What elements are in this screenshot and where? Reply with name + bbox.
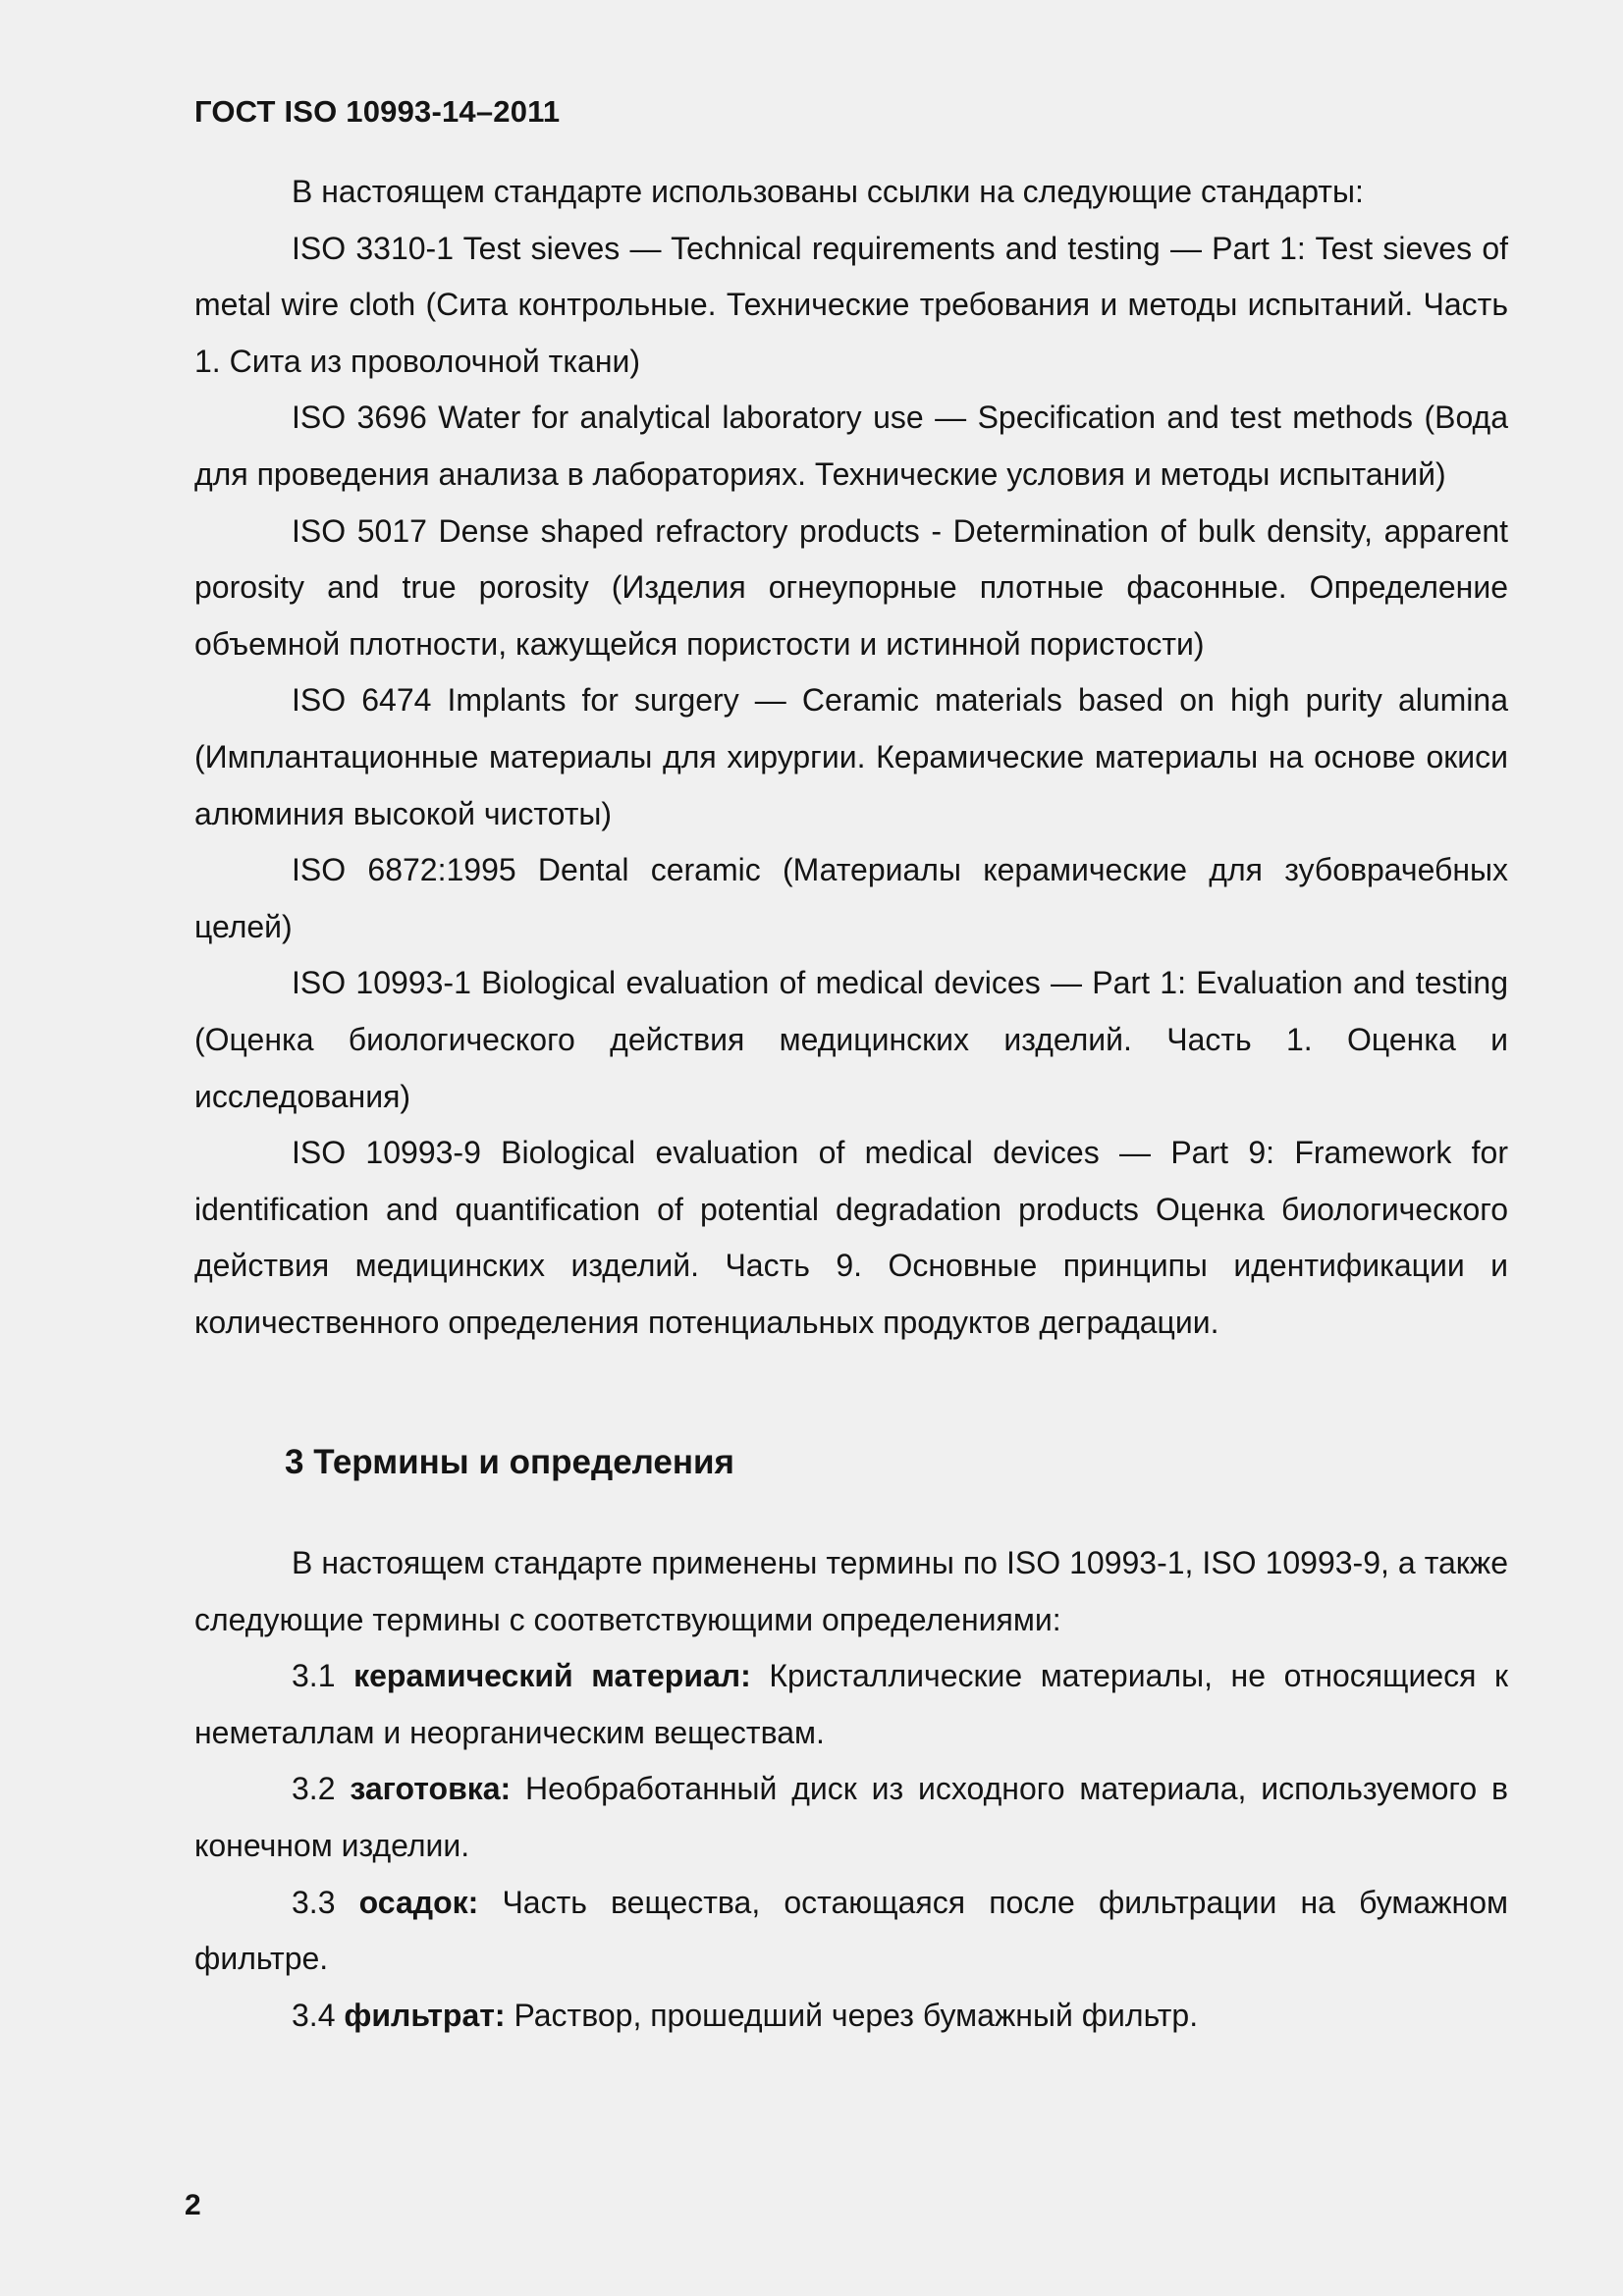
- term-name: керамический материал:: [353, 1658, 751, 1694]
- normative-references: [194, 164, 1508, 1351]
- reference-item: ISO 10993-1 Biological evaluation of medical devices — Part 1: Evaluation and testing (Оценка биологического действия медицинских изделий. Часть 1. Оценка и исследования): [194, 965, 1508, 1114]
- term-definition: Кристаллические материалы, не относящиеся к неметаллам и неорганическим веществам.: [194, 1658, 1509, 1750]
- term-entry: [194, 1648, 1508, 1761]
- term-number: 3.3: [292, 1884, 336, 1920]
- term-definition: Раствор, прошедший через бумажный фильтр.: [514, 1997, 1199, 2033]
- section-heading: 3 Термины и определения: [285, 1443, 734, 1481]
- term-number: 3.2: [292, 1771, 336, 1807]
- term-entry: [194, 1761, 1508, 1874]
- term-name: осадок:: [358, 1884, 479, 1920]
- term-number: 3.1: [292, 1658, 336, 1694]
- reference-item: ISO 6872:1995 Dental ceramic (Материалы керамические для зубоврачебных целей): [194, 852, 1508, 944]
- term-name: заготовка:: [350, 1771, 512, 1807]
- term-number: 3.4: [292, 1997, 336, 2033]
- terms-and-definitions: [194, 1535, 1508, 2044]
- references-intro: В настоящем стандарте использованы ссылки на следующие стандарты:: [292, 174, 1364, 209]
- term-entry: [194, 1875, 1508, 1988]
- reference-item: ISO 10993-9 Biological evaluation of medical devices — Part 9: Framework for identification and quantification of potential degradation products Оценка биологического действия медицинских изделий. Часть 9. Основные принципы идентификации и количественного определения потенциальных продуктов деградации.: [194, 1135, 1508, 1340]
- terms-intro: В настоящем стандарте применены термины по ISO 10993-1, ISO 10993-9, а также следующие термины с соответствующими определениями:: [194, 1545, 1509, 1637]
- document-code-header: ГОСТ ISO 10993-14–2011: [194, 94, 561, 129]
- reference-item: ISO 3696 Water for analytical laboratory use — Specification and test methods (Вода для проведения анализа в лабораториях. Технические условия и методы испытаний): [194, 400, 1508, 492]
- term-definition: Часть вещества, остающаяся после фильтрации на бумажном фильтре.: [194, 1884, 1509, 1977]
- reference-item: ISO 5017 Dense shaped refractory products - Determination of bulk density, apparent porosity and true porosity (Изделия огнеупорные плотные фасонные. Определение объемной плотности, кажущейся пористости и истинной пористости): [194, 512, 1508, 662]
- term-name: фильтрат:: [344, 1997, 506, 2033]
- term-definition: Необработанный диск из исходного материала, используемого в конечном изделии.: [194, 1771, 1509, 1863]
- reference-item: ISO 3310-1 Test sieves — Technical requirements and testing — Part 1: Test sieves of metal wire cloth (Сита контрольные. Технические требования и методы испытаний. Часть 1. Сита из проволочной ткани): [194, 230, 1508, 379]
- term-entry: [194, 1988, 1508, 2045]
- page-number: 2: [185, 2189, 201, 2221]
- reference-item: ISO 6474 Implants for surgery — Ceramic materials based on high purity alumina (Имплантационные материалы для хирургии. Керамические материалы на основе окиси алюминия высокой чистоты): [194, 682, 1508, 831]
